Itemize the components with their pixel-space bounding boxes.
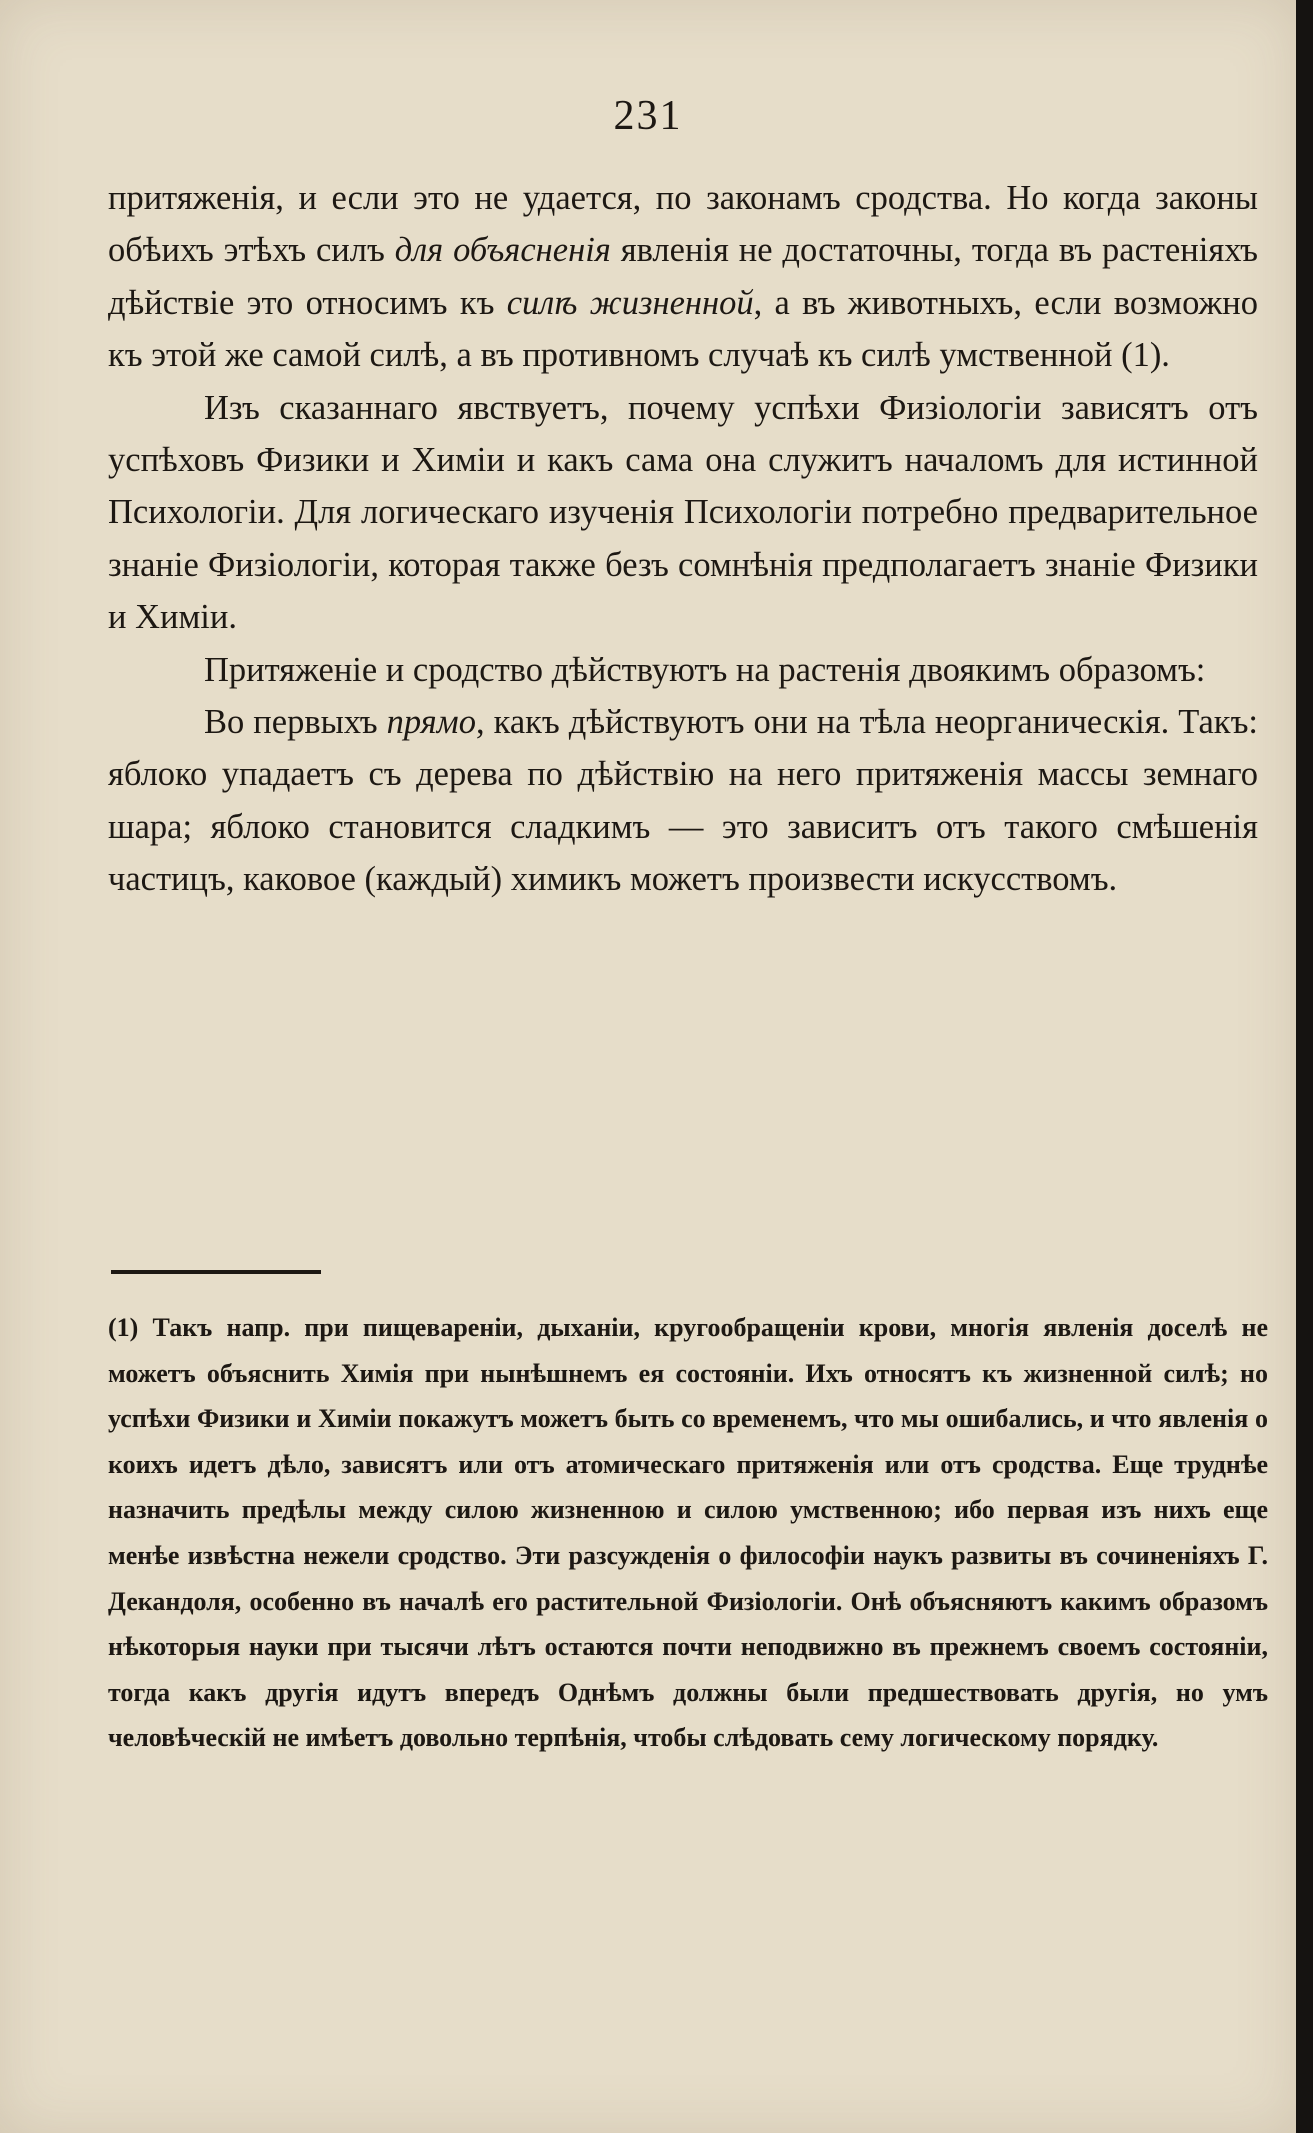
paragraph-text: , а въ животныхъ, если возможно къ этой же самой силѣ, а въ противномъ случаѣ къ силѣ умственной (1). [108,283,1259,375]
italic-phrase: силѣ жизненной [506,283,754,322]
paragraph-text: Притяженіе и сродство дѣйствуютъ на растенія двоякимъ образомъ: [204,650,1206,689]
page-number: 231 [613,93,683,139]
paragraph-text: , какъ дѣйствуютъ они на тѣла неорганическія. Такъ: яблоко упадаетъ съ дерева по дѣйствію на него притяженія массы земнаго шара; яблоко становится сладкимъ — это зависитъ отъ такого смѣшенія частицъ, каковое (каждый) химикъ можетъ произвести искусствомъ. [108,703,1258,899]
footnote [108,1305,1268,1761]
paragraph-text: явленія не достаточны, тогда въ растеніяхъ дѣйствіе это относимъ къ [108,231,1258,322]
main-text [108,172,1258,906]
footnote-text: (1) Такъ напр. при пищевареніи, дыханіи, кругообращеніи крови, многія явленія доселѣ не можетъ объяснить Химія при нынѣшнемъ ея состояніи. Ихъ относятъ къ жизненной силѣ; но успѣхи Физики и Химіи покажутъ можетъ быть со временемъ, что мы ошибались, и что явленія о коихъ идетъ дѣло, зависятъ или отъ атомическаго притяженія или отъ сродства. Еще труднѣе назначить предѣлы между силою жизненною и силою умственною; ибо первая изъ нихъ еще менѣе извѣстна нежели сродство. Эти разсужденія о философіи наукъ развиты въ сочиненіяхъ Г. Декандоля, особенно въ началѣ его растительной Физіологіи. Онѣ объясняютъ какимъ образомъ нѣкоторыя науки при тысячи лѣтъ остаются почти неподвижно въ прежнемъ своемъ состояніи, тогда какъ другія идутъ впередъ Однѣмъ должны были предшествовать другія, но умъ человѣческій не имѣетъ довольно терпѣнія, чтобы слѣдовать сему логическому порядку. [108,1313,1268,1753]
footnote-divider [111,1270,321,1274]
paragraph-1 [108,172,1258,382]
scan-edge [1296,0,1313,2133]
paragraph-2 [108,382,1258,644]
paragraph-4 [108,696,1258,906]
paragraph-text: притяженія, и если это не удается, по законамъ сродства. Но когда законы обѣихъ этѣхъ силъ [108,179,1258,270]
italic-phrase: прямо [386,703,476,742]
paragraph-text: Изъ сказаннаго явствуетъ, почему успѣхи Физіологіи зависятъ отъ успѣховъ Физики и Химіи и какъ сама она служитъ началомъ для истинной Психологіи. Для логическаго изученія Психологіи потребно предварительное знаніе Физіологіи, которая также безъ сомнѣнія предполагаетъ знаніе Физики и Химіи. [108,388,1258,637]
paragraph-text: Во первыхъ [204,703,387,742]
paragraph-3 [108,644,1258,696]
italic-phrase: для объясненія [394,231,611,270]
